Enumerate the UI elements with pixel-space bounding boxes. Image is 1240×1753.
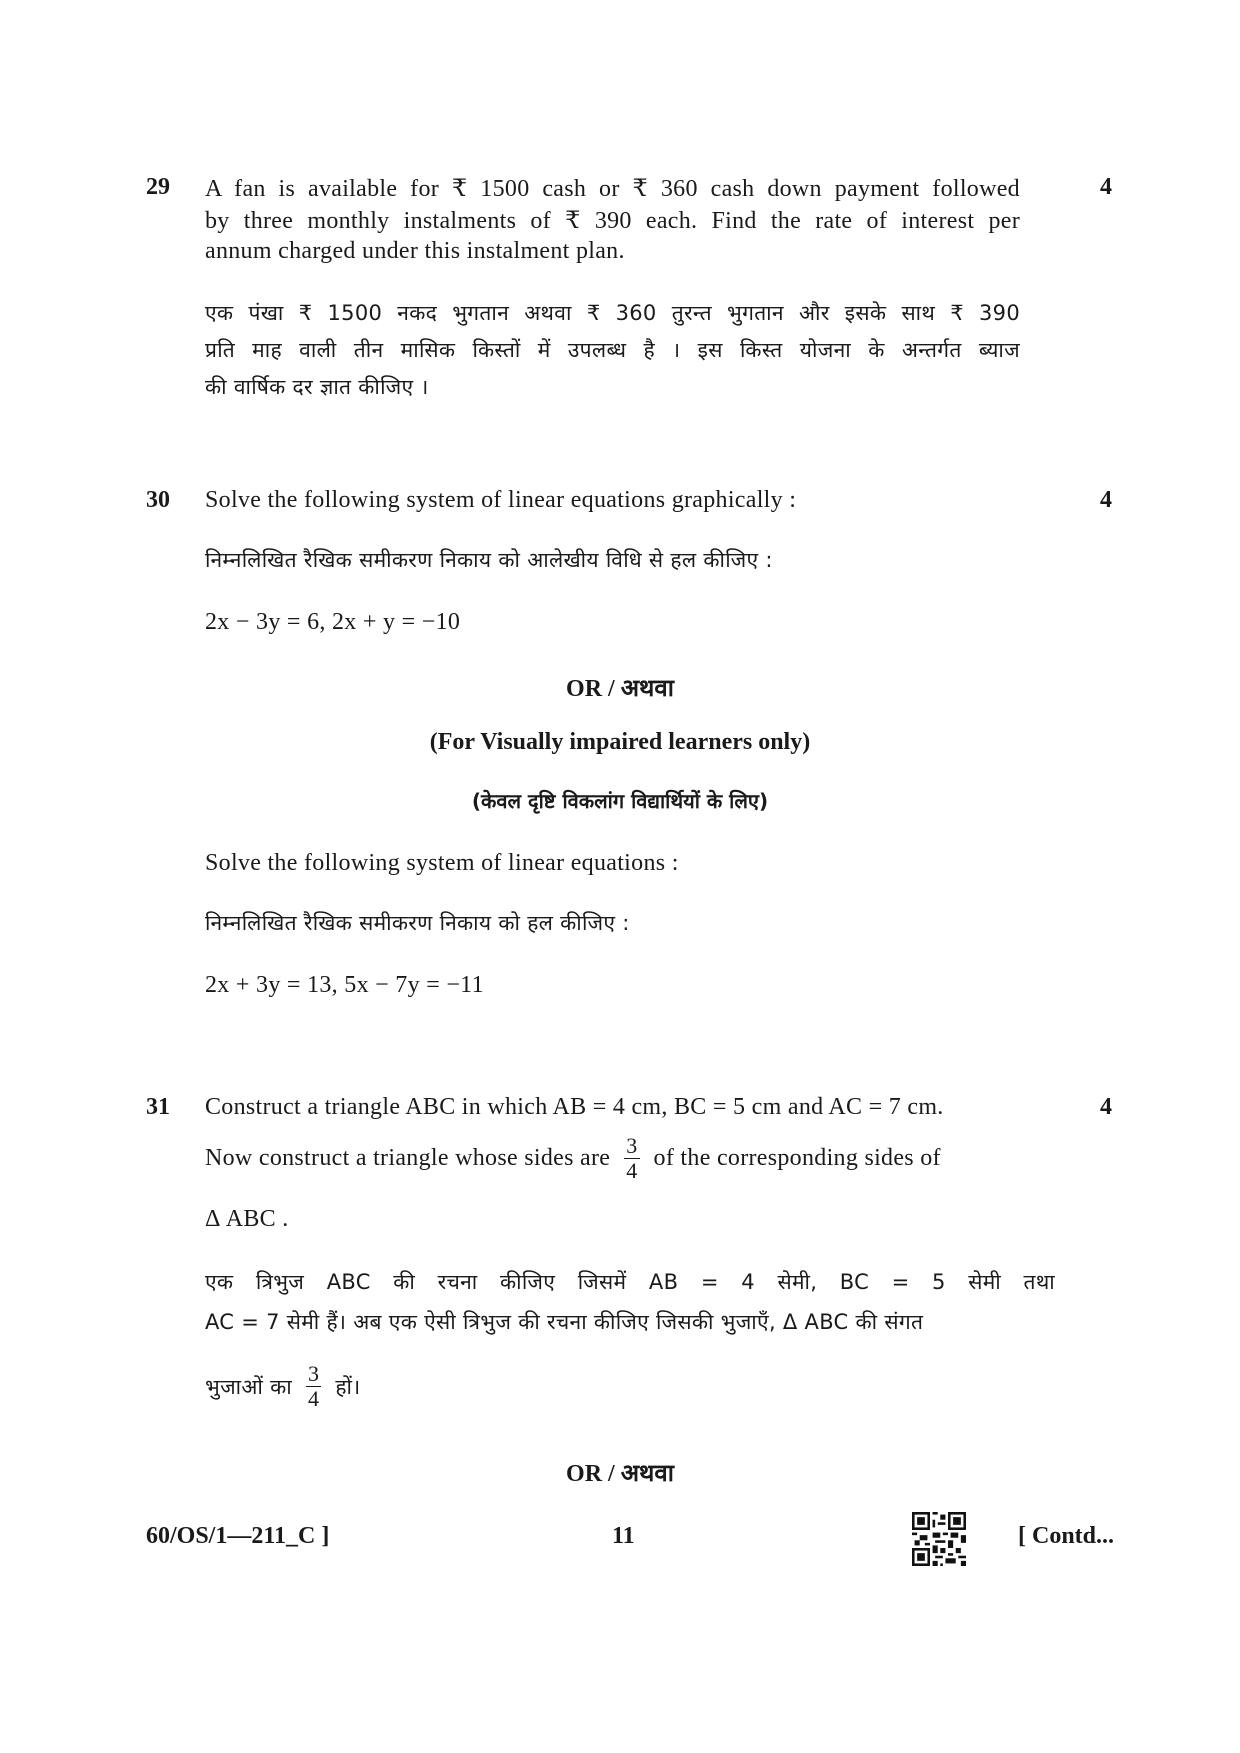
fraction-numerator: 3	[626, 1133, 638, 1158]
or-separator: OR / अथवा	[566, 676, 674, 702]
fraction-three-quarters	[624, 1134, 639, 1183]
visually-impaired-note-hi: (केवल दृष्टि विकलांग विद्यार्थियों के लिए)	[471, 789, 769, 813]
question-text-en-line: Δ ABC .	[205, 1206, 289, 1232]
question-text-en-line: A fan is available for ₹ 1500 cash or ₹ 360 cash down payment followed	[205, 176, 1020, 202]
text-after-fraction: of the corresponding sides of	[653, 1145, 941, 1172]
alt-question-text-en: Solve the following system of linear equations :	[205, 850, 679, 876]
fraction-denominator: 4	[626, 1158, 638, 1184]
question-number: 31	[146, 1094, 170, 1120]
question-marks: 4	[1100, 174, 1112, 200]
question-text-hi-line: एक त्रिभुज ABC की रचना कीजिए जिसमें AB = 4 सेमी, BC = 5 सेमी तथा	[205, 1270, 1055, 1294]
equation-system: 2x − 3y = 6, 2x + y = −10	[205, 609, 461, 635]
visually-impaired-note-en: (For Visually impaired learners only)	[429, 729, 811, 755]
question-text-hi-line: AC = 7 सेमी हैं। अब एक ऐसी त्रिभुज की रचना कीजिए जिसकी भुजाएँ, Δ ABC की संगत	[205, 1310, 924, 1334]
question-text-hi-line: एक पंखा ₹ 1500 नकद भुगतान अथवा ₹ 360 तुरन्त भुगतान और इसके साथ ₹ 390	[205, 301, 1020, 325]
fraction-numerator: 3	[308, 1361, 320, 1386]
question-marks: 4	[1100, 487, 1112, 513]
question-text-en: Solve the following system of linear equations graphically :	[205, 487, 797, 513]
alt-question-text-hi: निम्नलिखित रैखिक समीकरण निकाय को हल कीजिए :	[205, 911, 630, 935]
question-text-hi-line-fraction	[205, 1362, 360, 1411]
question-marks: 4	[1100, 1094, 1112, 1120]
page-number: 11	[612, 1523, 635, 1549]
question-number: 29	[146, 174, 170, 200]
qr-code-icon	[912, 1512, 966, 1566]
question-text-hi-line: की वार्षिक दर ज्ञात कीजिए ।	[205, 375, 429, 399]
paper-code: 60/OS/1—211_C ]	[146, 1523, 330, 1549]
question-text-en-line-fraction	[205, 1134, 941, 1183]
question-number: 30	[146, 487, 170, 513]
question-text-en-line: annum charged under this instalment plan.	[205, 238, 625, 264]
continued-label: [ Contd...	[1018, 1523, 1115, 1549]
question-text-en-line: Construct a triangle ABC in which AB = 4 cm, BC = 5 cm and AC = 7 cm.	[205, 1094, 944, 1120]
fraction-denominator: 4	[308, 1386, 320, 1412]
question-text-hi-line: प्रति माह वाली तीन मासिक किस्तों में उपलब्ध है । इस किस्त योजना के अन्तर्गत ब्याज	[205, 338, 1020, 362]
question-text-hi: निम्नलिखित रैखिक समीकरण निकाय को आलेखीय विधि से हल कीजिए :	[205, 548, 773, 572]
fraction-three-quarters	[306, 1362, 321, 1411]
alt-equation-system: 2x + 3y = 13, 5x − 7y = −11	[205, 972, 484, 998]
text-before-fraction: Now construct a triangle whose sides are	[205, 1145, 611, 1172]
text-after-fraction: हों।	[335, 1374, 361, 1399]
text-before-fraction: भुजाओं का	[205, 1374, 292, 1399]
or-separator: OR / अथवा	[566, 1461, 674, 1487]
question-text-en-line: by three monthly instalments of ₹ 390 each. Find the rate of interest per	[205, 208, 1020, 234]
